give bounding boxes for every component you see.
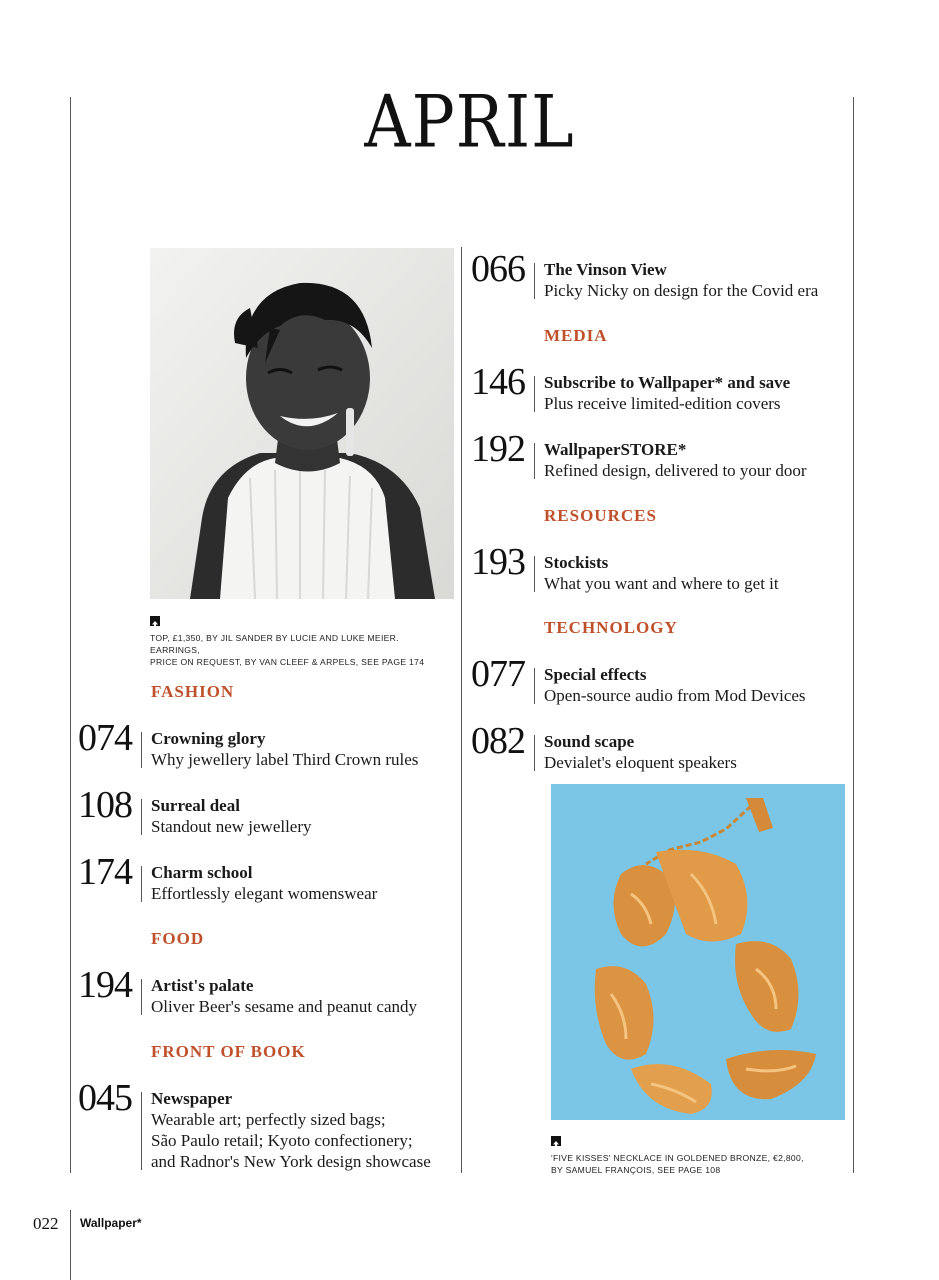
entry-title: Special effects <box>544 665 647 684</box>
section-label-technology: TECHNOLOGY <box>544 618 678 637</box>
necklace-photo <box>551 784 845 1120</box>
entry-title: Crowning glory <box>151 729 266 748</box>
arrow-up-icon <box>150 616 160 626</box>
section-label-front-of-book: FRONT OF BOOK <box>151 1042 306 1061</box>
entry-desc: Why jewellery label Third Crown rules <box>151 750 419 769</box>
page-title: APRIL <box>364 81 575 165</box>
entry-title: Charm school <box>151 863 253 882</box>
entry-title: Newspaper <box>151 1089 233 1108</box>
entry-desc: Picky Nicky on design for the Covid era <box>544 281 819 300</box>
entry-desc: Devialet's eloquent speakers <box>544 753 737 772</box>
entry-desc: Refined design, delivered to your door <box>544 461 807 480</box>
entry-title: Subscribe to Wallpaper* and save <box>544 373 791 392</box>
entry-title: Surreal deal <box>151 796 240 815</box>
entry-desc: and Radnor's New York design showcase <box>151 1152 431 1171</box>
section-label-resources: RESOURCES <box>544 506 657 525</box>
necklace-illustration <box>551 784 845 1120</box>
entry-title: WallpaperSTORE* <box>544 440 687 459</box>
section-label-food: FOOD <box>151 929 205 948</box>
entry-title: Stockists <box>544 553 609 572</box>
left-margin-rule <box>70 97 71 1173</box>
entry-title: Sound scape <box>544 732 635 751</box>
portrait-illustration <box>150 248 454 599</box>
section-label-fashion: FASHION <box>151 682 235 701</box>
entry-desc: São Paulo retail; Kyoto confectionery; <box>151 1131 413 1150</box>
entry-desc: Effortlessly elegant womenswear <box>151 884 378 903</box>
entry-desc: Wearable art; perfectly sized bags; <box>151 1110 386 1129</box>
necklace-caption: 'FIVE KISSES' NECKLACE IN GOLDENED BRONZE, €2,800, BY SAMUEL FRANÇOIS, SEE PAGE 108 <box>551 1153 804 1175</box>
footer-rule <box>70 1210 71 1280</box>
entry-desc: Standout new jewellery <box>151 817 312 836</box>
brand-logo: Wallpaper* <box>80 1216 142 1230</box>
center-column-rule <box>461 247 462 1173</box>
entry-title: The Vinson View <box>544 260 667 279</box>
portrait-photo <box>150 248 454 599</box>
page-number: 022 <box>33 1214 59 1233</box>
portrait-caption: TOP, £1,350, BY JIL SANDER BY LUCIE AND LUKE MEIER. EARRINGS, PRICE ON REQUEST, BY VAN CLEEF & ARPELS, SEE PAGE 174 <box>150 633 425 667</box>
arrow-up-icon <box>551 1136 561 1146</box>
entry-desc: Oliver Beer's sesame and peanut candy <box>151 997 417 1016</box>
entry-desc: Plus receive limited-edition covers <box>544 394 781 413</box>
entry-title: Artist's palate <box>151 976 254 995</box>
entry-desc: What you want and where to get it <box>544 574 779 593</box>
section-label-media: MEDIA <box>544 326 608 345</box>
entry-desc: Open-source audio from Mod Devices <box>544 686 806 705</box>
